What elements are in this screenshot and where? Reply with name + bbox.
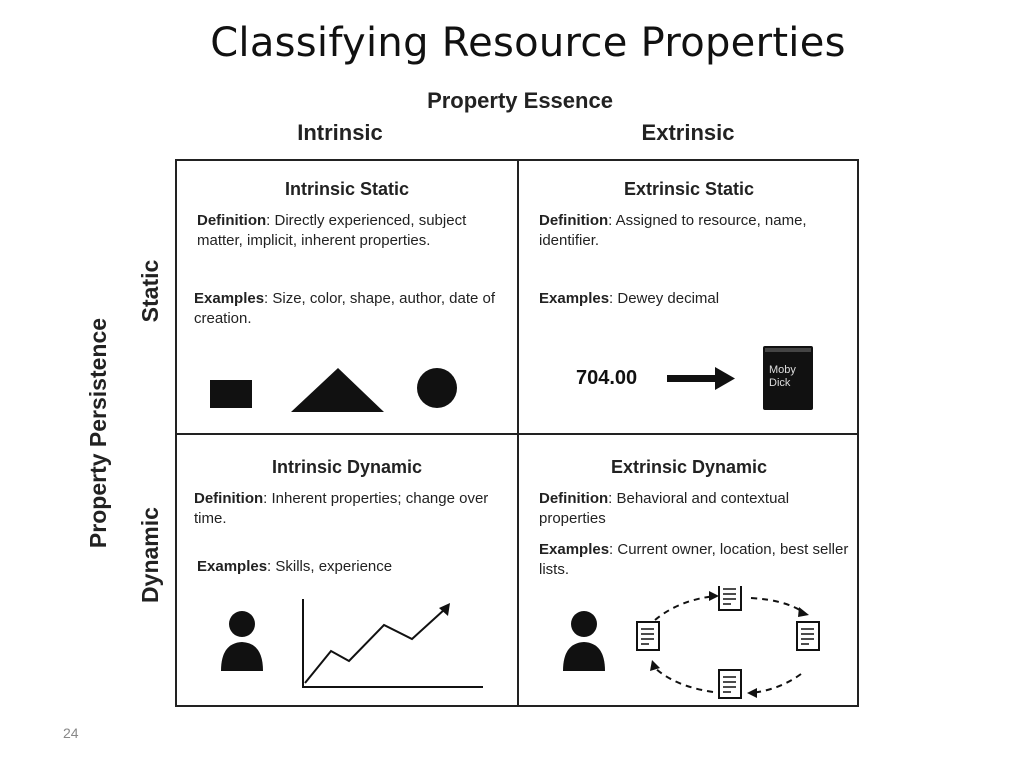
dewey-number: 704.00: [576, 367, 638, 389]
column-header-intrinsic: Intrinsic: [297, 120, 383, 145]
arrow-head-icon: [798, 607, 809, 617]
quadrant-title: Extrinsic Dynamic: [610, 457, 768, 477]
arrow-head-icon: [747, 688, 757, 698]
document-icon: [797, 622, 819, 650]
column-header-extrinsic: Extrinsic: [641, 120, 735, 145]
shapes-illustration: [177, 356, 517, 426]
definition-text: [539, 211, 849, 251]
definition-text: [539, 489, 849, 529]
quadrant-title: Extrinsic Static: [623, 179, 755, 199]
examples-body: : Current owner, location, best seller lists.: [539, 541, 849, 578]
person-icon: [563, 611, 605, 671]
document-icon: [719, 670, 741, 698]
book-icon: [763, 346, 813, 410]
slide-title: Classifying Resource Properties: [210, 20, 846, 66]
definition-body: : Behavioral and contextual properties: [539, 490, 790, 527]
row-header-dynamic: Dynamic: [137, 507, 163, 603]
property-essence-label: Property Essence: [427, 88, 613, 113]
book-title-line1: Moby: [769, 364, 796, 376]
person-icon: [221, 611, 263, 671]
examples-label: Examples: [539, 541, 610, 558]
quadrant-title: Intrinsic Static: [284, 179, 410, 199]
examples-text: [194, 289, 504, 329]
property-persistence-label: Property Persistence: [85, 317, 111, 549]
examples-text: [539, 540, 849, 580]
quadrant-title: Intrinsic Dynamic: [271, 457, 423, 477]
examples-body: : Dewey decimal: [609, 290, 720, 307]
dewey-illustration: [519, 336, 857, 416]
examples-label: Examples: [194, 290, 265, 307]
document-icon: [719, 586, 741, 610]
examples-label: Examples: [539, 290, 610, 307]
examples-text: [197, 557, 507, 577]
definition-label: Definition: [539, 212, 609, 229]
circle-shape-icon: [417, 368, 457, 408]
examples-text: [539, 289, 849, 309]
definition-label: Definition: [539, 490, 609, 507]
definition-body: : Directly experienced, subject matter, implicit, inherent properties.: [197, 212, 467, 249]
triangle-shape-icon: [291, 368, 384, 412]
page-number: 24: [63, 725, 79, 741]
definition-label: Definition: [194, 490, 264, 507]
arrow-head-icon: [709, 591, 719, 601]
definition-body: : Assigned to resource, name, identifier.: [539, 212, 807, 249]
examples-body: : Size, color, shape, author, date of creation.: [194, 290, 496, 327]
rectangle-shape-icon: [210, 380, 252, 408]
definition-body: : Inherent properties; change over time.: [194, 490, 489, 527]
horizontal-divider: [177, 433, 857, 435]
growth-chart-icon: [303, 599, 483, 687]
arrow-head-icon: [650, 660, 660, 671]
definition-text: [194, 489, 504, 529]
growth-illustration: [177, 591, 517, 703]
document-icon: [637, 622, 659, 650]
arrow-right-icon: [667, 367, 735, 390]
book-title-line2: Dick: [769, 377, 791, 389]
definition-label: Definition: [197, 212, 267, 229]
ownership-cycle-illustration: [519, 586, 857, 703]
definition-text: [197, 211, 507, 251]
examples-body: : Skills, experience: [267, 558, 393, 575]
row-header-static: Static: [137, 259, 163, 323]
classification-matrix: [175, 159, 859, 707]
examples-label: Examples: [197, 558, 268, 575]
